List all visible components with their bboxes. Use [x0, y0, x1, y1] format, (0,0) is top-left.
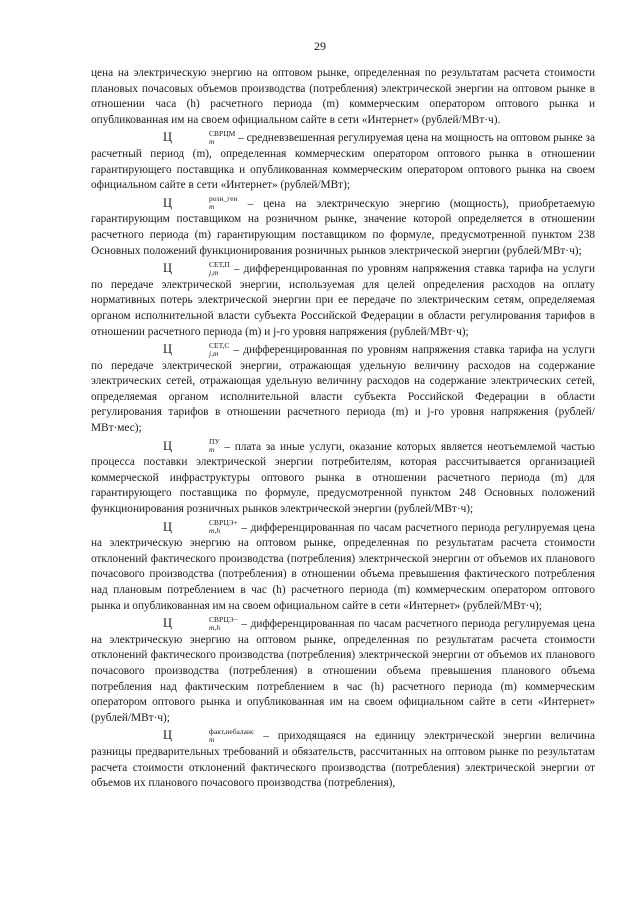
formula-symbol — [127, 342, 229, 359]
document-body — [91, 66, 595, 794]
paragraph-text: – средневзвешенная регулируемая цена на мощность на оптовом рынке за расчетный период (m), определенная коммерческим оператором оптового рынка в отношении гарантирующего поставщика и опубликованная коммерческим оператором оптового рынка на своем официальном сайте в сети «Интернет» (рублей/МВт); — [91, 132, 595, 192]
paragraph-definition — [91, 728, 595, 791]
symbol-base: Ц — [163, 728, 173, 743]
symbol-superscript: СВРЦЭ+ — [209, 518, 238, 528]
paragraph-definition — [91, 196, 595, 259]
symbol-subscript: j,m — [209, 348, 219, 358]
symbol-subscript: j,m — [209, 267, 219, 277]
paragraph-text: цена на электрическую энергию на оптовом рынке, определенная по результатам расчета стоимости плановых почасовых объемов производства (потребления) электрической энергии на оптовом рынке в отношении часа (h) расчетного периода (m) коммерческим оператором оптового рынка и опубликованная им на своем официальном сайте в сети «Интернет» (рублей/МВт·ч). — [91, 67, 595, 126]
paragraph-definition — [91, 342, 595, 437]
symbol-subscript: m — [209, 136, 215, 146]
symbol-base: Ц — [163, 195, 173, 210]
symbol-base: Ц — [163, 519, 173, 534]
formula-symbol — [127, 196, 238, 213]
symbol-superscript: СВРЦЭ− — [209, 614, 238, 624]
formula-symbol — [127, 520, 238, 537]
symbol-base: Ц — [163, 616, 173, 631]
symbol-base: Ц — [163, 438, 173, 453]
symbol-superscript: ПУ — [209, 437, 220, 447]
symbol-base: Ц — [163, 342, 173, 357]
formula-symbol — [127, 130, 235, 147]
symbol-subscript: m — [209, 734, 215, 744]
symbol-superscript: СВРЦМ — [209, 128, 236, 138]
paragraph-continuation — [91, 66, 595, 128]
paragraph-text: – дифференцированная по уровням напряжения ставка тарифа на услуги по передаче электрической энергии, отражающая удельную величину расходов на содержание электрических сетей, отражающая удельную величину расходов на содержание электрических сетей, определяемая органом исполнительной власти субъекта Российской Федерации в области регулирования тарифов в отношении расчетного периода (m) и j-го уровня напряжения (рублей/МВт·мес); — [91, 344, 595, 435]
formula-symbol — [127, 616, 238, 633]
symbol-subscript: m — [209, 202, 215, 212]
symbol-subscript: m,h — [209, 622, 221, 632]
formula-symbol — [127, 261, 230, 278]
page-number: 29 — [314, 39, 326, 53]
paragraph-text: – дифференцированная по уровням напряжения ставка тарифа на услуги по передаче электрической энергии, используемая для целей определения расходов на оплату нормативных потерь электрической энергии при ее передаче по электрическим сетям, определяемая органом исполнительной власти субъекта Российской Федерации в области регулирования тарифов в отношении расчетного периода (m) и j-го уровня напряжения (рублей/МВт·ч); — [91, 263, 595, 338]
paragraph-text: – приходящаяся на единицу электрической энергии величина разницы предварительных требований и обязательств, рассчитанных на оптовом рынке по результатам расчета стоимости отклонений фактического производства (потребления) электрической энергии от объемов их планового почасового производства (потребления), — [91, 730, 595, 790]
symbol-superscript: СЕТ,П — [209, 259, 230, 269]
paragraph-definition — [91, 130, 595, 193]
paragraph-definition — [91, 261, 595, 340]
paragraph-definition — [91, 520, 595, 615]
symbol-superscript: СЕТ,С — [209, 340, 230, 350]
symbol-superscript: розн_ген — [209, 194, 238, 204]
paragraph-text: – плата за иные услуги, оказание которых является неотъемлемой частью процесса поставки электрической энергии потребителям, которая рассчитывается организацией коммерческой инфраструктуры оптового рынка в отношении расчетного периода (m) для гарантирующего поставщика по формуле, предусмотренной пунктом 248 Основных положений функционирования розничных рынков электрической энергии (рублей/МВт·ч); — [91, 440, 595, 516]
formula-symbol — [127, 728, 254, 745]
symbol-superscript: факт,небаланс — [209, 726, 255, 736]
paragraph-definition — [91, 616, 595, 726]
symbol-subscript: m,h — [209, 526, 221, 536]
symbol-base: Ц — [163, 261, 173, 276]
formula-symbol — [127, 439, 220, 456]
paragraph-text: – цена на электрическую энергию (мощность), приобретаемую гарантирующим поставщиком на розничном рынке, значение которой определяется в отношении расчетного периода (m) гарантирующим поставщиком по формуле, предусмотренной пунктом 238 Основных положений функционирования розничных рынков электрической энергии (рублей/МВт·ч); — [91, 197, 595, 257]
paragraph-definition — [91, 439, 595, 518]
symbol-base: Ц — [163, 130, 173, 145]
paragraph-text: – дифференцированная по часам расчетного периода регулируемая цена на электрическую энергию на оптовом рынке, определенная по результатам расчета стоимости отклонений фактического производства (потребления) электрической энергии от объемов их планового почасового производства (потребления) в отношении объема превышения фактического потребления над плановым потреблением в час (h) расчетного периода (m) коммерческим оператором оптового рынка и опубликованная им на своем официальном сайте в сети «Интернет» (рублей/МВт·ч); — [91, 521, 595, 612]
paragraph-text: – дифференцированная по часам расчетного периода регулируемая цена на электрическую энергию на оптовом рынке, определенная по результатам расчета стоимости отклонений фактического производства (потребления) электрической энергии от объемов их планового почасового производства (потребления) в отношении объема превышения планового объема потребления над фактическим потреблением в час (h) расчетного периода (m) коммерческим оператором оптового рынка и опубликованная им на своем официальном сайте в сети «Интернет» (рублей/МВт·ч); — [91, 618, 595, 724]
symbol-subscript: m — [209, 445, 215, 455]
